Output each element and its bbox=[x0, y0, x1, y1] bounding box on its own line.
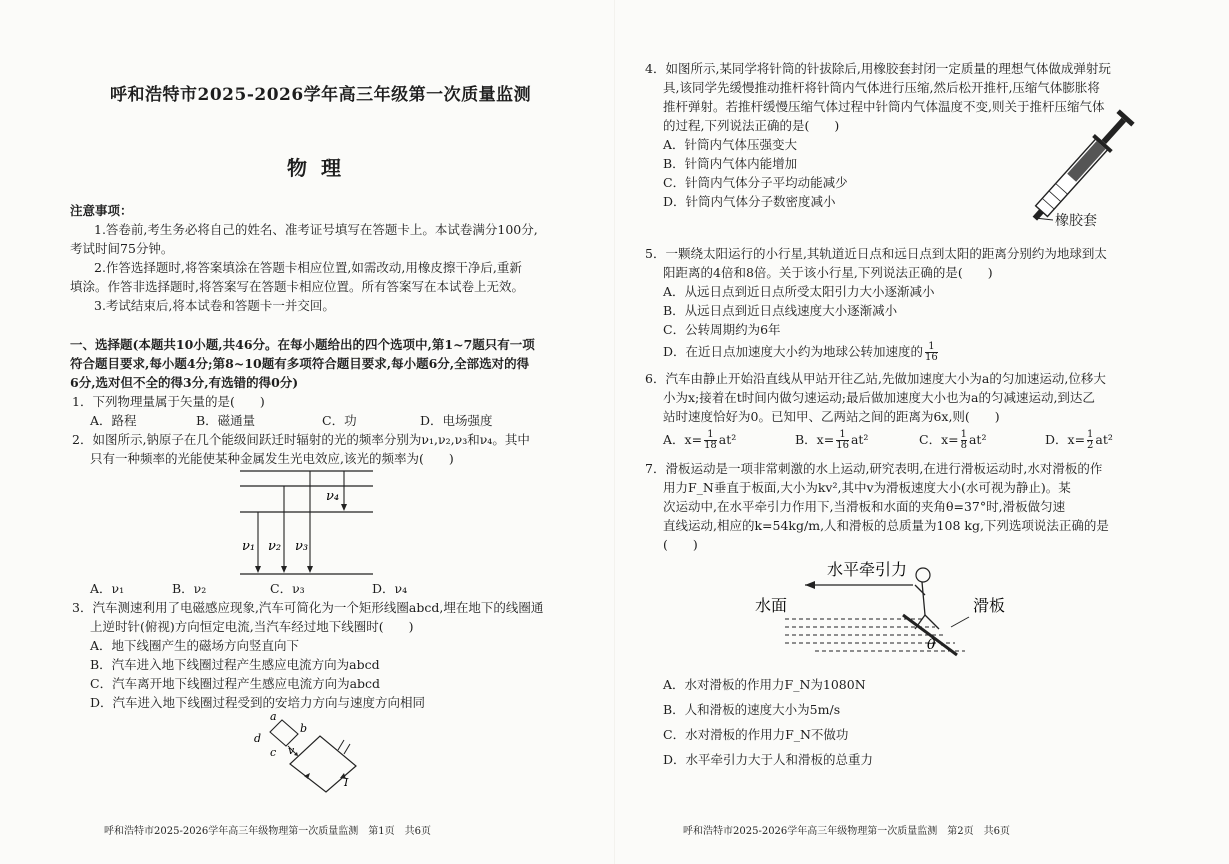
question-3-stem: 上逆时针(俯视)方向恒定电流,当汽车经过地下线圈时( ) bbox=[90, 619, 414, 634]
fraction-denominator: 18 bbox=[704, 440, 717, 451]
label-v: v bbox=[288, 744, 295, 757]
exam-title: 呼和浩特市2025-2026学年高三年级第一次质量监测 bbox=[110, 85, 532, 105]
q4-option-c: C．针筒内气体分子平均动能减少 bbox=[663, 175, 848, 190]
q5-option-b: B．从远日点到近日点线速度大小逐渐减小 bbox=[663, 303, 898, 318]
option-suffix: at² bbox=[968, 432, 987, 447]
q2-option-a: A．ν₁ bbox=[90, 581, 125, 596]
q3-option-b: B．汽车进入地下线圈过程产生感应电流方向为abcd bbox=[90, 657, 380, 672]
label-c: c bbox=[270, 746, 277, 759]
question-4-stem: 的过程,下列说法正确的是( ) bbox=[663, 118, 840, 133]
q7-option-b: B．人和滑板的速度大小为5m/s bbox=[663, 702, 841, 717]
question-6-stem: 站时速度恰好为0。已知甲、乙两站之间的距离为6x,则( ) bbox=[663, 409, 1000, 424]
q2-option-b: B．ν₂ bbox=[172, 581, 207, 596]
water-surface-label: 水面 bbox=[755, 596, 788, 615]
q7-option-a: A．水对滑板的作用力F_N为1080N bbox=[663, 677, 866, 692]
question-5-stem: 阳距离的4倍和8倍。关于该小行星,下列说法正确的是( ) bbox=[663, 265, 993, 280]
nu1-label: ν₁ bbox=[242, 539, 256, 554]
label-b: b bbox=[300, 722, 308, 735]
exam-page-1 bbox=[0, 0, 614, 864]
q1-option-a: A．路程 bbox=[90, 413, 137, 428]
notice-line: 填涂。作答非选择题时,将答案写在答题卡相应位置。所有答案写在本试卷上无效。 bbox=[70, 279, 524, 294]
fraction-denominator: 16 bbox=[836, 440, 849, 451]
option-suffix: at² bbox=[1095, 432, 1113, 447]
section-heading: 一、选择题(本题共10小题,共46分。在每小题给出的四个选项中,第1~7题只有一项 bbox=[70, 337, 535, 352]
question-7-stem: 7．滑板运动是一项非常刺激的水上运动,研究表明,在进行滑板运动时,水对滑板的作 bbox=[645, 461, 1103, 476]
option-prefix: A．x= bbox=[663, 432, 703, 447]
question-4-stem: 推杆弹射。若推杆缓慢压缩气体过程中针筒内气体温度不变,则关于推杆压缩气体 bbox=[663, 99, 1105, 114]
q6-option-a bbox=[663, 430, 736, 451]
section-heading: 6分,选对但不全的得3分,有选错的得0分) bbox=[70, 375, 299, 390]
option-prefix: C．x= bbox=[919, 432, 959, 447]
fraction bbox=[925, 342, 938, 363]
question-6-stem: 6．汽车由静止开始沿直线从甲站开往乙站,先做加速度大小为a的匀加速运动,位移大 bbox=[645, 371, 1106, 386]
fraction-numerator: 1 bbox=[928, 341, 935, 352]
question-2-stem: 只有一种频率的光能使某种金属发生光电效应,该光的频率为( ) bbox=[90, 451, 454, 466]
q5-option-a: A．从远日点到近日点所受太阳引力大小逐渐减小 bbox=[663, 284, 935, 299]
question-4-stem: 具,该同学先缓慢推动推杆将针筒内气体进行压缩,然后松开推杆,压缩气体膨胀将 bbox=[663, 80, 1100, 95]
fraction-numerator: 1 bbox=[960, 429, 967, 440]
theta-label: θ bbox=[927, 637, 936, 653]
fraction-numerator: 1 bbox=[1087, 429, 1094, 440]
nu2-label: ν₂ bbox=[268, 539, 282, 554]
q1-option-b: B．磁通量 bbox=[196, 413, 256, 428]
label-current: I bbox=[344, 776, 349, 789]
tow-force-label: 水平牵引力 bbox=[827, 560, 908, 579]
q7-option-d: D．水平牵引力大于人和滑板的总重力 bbox=[663, 752, 874, 767]
subject-title: 物理 bbox=[287, 156, 355, 180]
fraction-denominator: 8 bbox=[960, 440, 967, 451]
q4-option-d: D．针筒内气体分子数密度减小 bbox=[663, 194, 836, 209]
q5-option-d bbox=[663, 342, 940, 363]
energy-level-diagram bbox=[240, 466, 375, 578]
question-7-stem: 用力F_N垂直于板面,大小为kv²,其中v为滑板速度大小(水可视为静止)。某 bbox=[663, 480, 1071, 495]
q4-option-b: B．针筒内气体内能增加 bbox=[663, 156, 798, 171]
page-footer: 呼和浩特市2025-2026学年高三年级物理第一次质量监测 第2页 共6页 bbox=[683, 826, 1011, 837]
option-prefix: D．x= bbox=[1045, 432, 1086, 447]
question-7-stem: 直线运动,相应的k=54kg/m,人和滑板的总质量为108 kg,下列选项说法正确的是 bbox=[663, 518, 1109, 533]
notice-line: 2.作答选择题时,将答案填涂在答题卡相应位置,如需改动,用橡皮擦干净后,重新 bbox=[94, 260, 522, 275]
fraction bbox=[1087, 430, 1093, 451]
exam-page-2 bbox=[615, 0, 1229, 864]
nu4-label: ν₄ bbox=[326, 489, 340, 504]
q2-option-c: C．ν₃ bbox=[270, 581, 305, 596]
notice-heading: 注意事项： bbox=[70, 203, 133, 218]
label-a: a bbox=[270, 710, 277, 723]
question-1-stem: 1．下列物理量属于矢量的是( ) bbox=[72, 394, 265, 409]
option-suffix: at² bbox=[850, 432, 869, 447]
q6-option-d bbox=[1045, 430, 1113, 451]
nu3-label: ν₃ bbox=[295, 539, 309, 554]
option-prefix: B．x= bbox=[795, 432, 835, 447]
question-6-stem: 小为x;接着在t时间内做匀速运动;最后做加速度大小也为a的匀减速运动,到达乙 bbox=[663, 390, 1095, 405]
q3-option-d: D．汽车进入地下线圈过程受到的安培力方向与速度方向相同 bbox=[90, 695, 426, 710]
fraction-numerator: 1 bbox=[707, 429, 714, 440]
q5-option-d-text: D．在近日点加速度大小约为地球公转加速度的 bbox=[663, 344, 924, 359]
q3-option-c: C．汽车离开地下线圈过程产生感应电流方向为abcd bbox=[90, 676, 381, 691]
question-7-stem: ( ) bbox=[663, 537, 698, 552]
q2-option-d: D．ν₄ bbox=[372, 581, 408, 596]
page-footer: 呼和浩特市2025-2026学年高三年级物理第一次质量监测 第1页 共6页 bbox=[104, 826, 432, 837]
question-2-stem: 2．如图所示,钠原子在几个能级间跃迁时辐射的光的频率分别为ν₁,ν₂,ν₃和ν₄。其中 bbox=[72, 432, 530, 447]
fraction bbox=[704, 430, 717, 451]
label-d: d bbox=[254, 732, 262, 745]
coil-diagram bbox=[248, 712, 368, 788]
q6-option-b bbox=[795, 430, 868, 451]
question-3-stem: 3．汽车测速利用了电磁感应现象,汽车可简化为一个矩形线圈abcd,埋在地下的线圈通 bbox=[72, 600, 544, 615]
q4-option-a: A．针筒内气体压强变大 bbox=[663, 137, 798, 152]
notice-line: 3.考试结束后,将本试卷和答题卡一并交回。 bbox=[94, 298, 335, 313]
fraction bbox=[961, 430, 967, 451]
wakeboard-diagram bbox=[755, 555, 1055, 665]
fraction-denominator: 2 bbox=[1087, 440, 1094, 451]
notice-line: 1.答卷前,考生务必将自己的姓名、准考证号填写在答题卡上。本试卷满分100分, bbox=[94, 222, 538, 237]
fraction-denominator: 16 bbox=[925, 352, 938, 363]
question-7-stem: 次运动中,在水平牵引力作用下,当滑板和水面的夹角θ=37°时,滑板做匀速 bbox=[663, 499, 1066, 514]
fraction-numerator: 1 bbox=[839, 429, 846, 440]
q1-option-c: C．功 bbox=[322, 413, 357, 428]
q3-option-a: A．地下线圈产生的磁场方向竖直向下 bbox=[90, 638, 300, 653]
q7-option-c: C．水对滑板的作用力F_N不做功 bbox=[663, 727, 849, 742]
q5-option-c: C．公转周期约为6年 bbox=[663, 322, 781, 337]
question-4-stem: 4．如图所示,某同学将针筒的针拔除后,用橡胶套封闭一定质量的理想气体做成弹射玩 bbox=[645, 61, 1111, 76]
notice-line: 考试时间75分钟。 bbox=[70, 241, 174, 256]
section-heading: 符合题目要求,每小题4分;第8~10题有多项符合题目要求,每小题6分,全部选对的得 bbox=[70, 356, 530, 371]
board-label: 滑板 bbox=[973, 596, 1006, 615]
option-suffix: at² bbox=[718, 432, 737, 447]
question-5-stem: 5．一颗绕太阳运行的小行星,其轨道近日点和远日点到太阳的距离分别约为地球到太 bbox=[645, 246, 1107, 261]
q6-option-c bbox=[919, 430, 986, 451]
fraction bbox=[836, 430, 849, 451]
rubber-cap-label: 橡胶套 bbox=[1055, 213, 1097, 229]
q1-option-d: D．电场强度 bbox=[420, 413, 493, 428]
